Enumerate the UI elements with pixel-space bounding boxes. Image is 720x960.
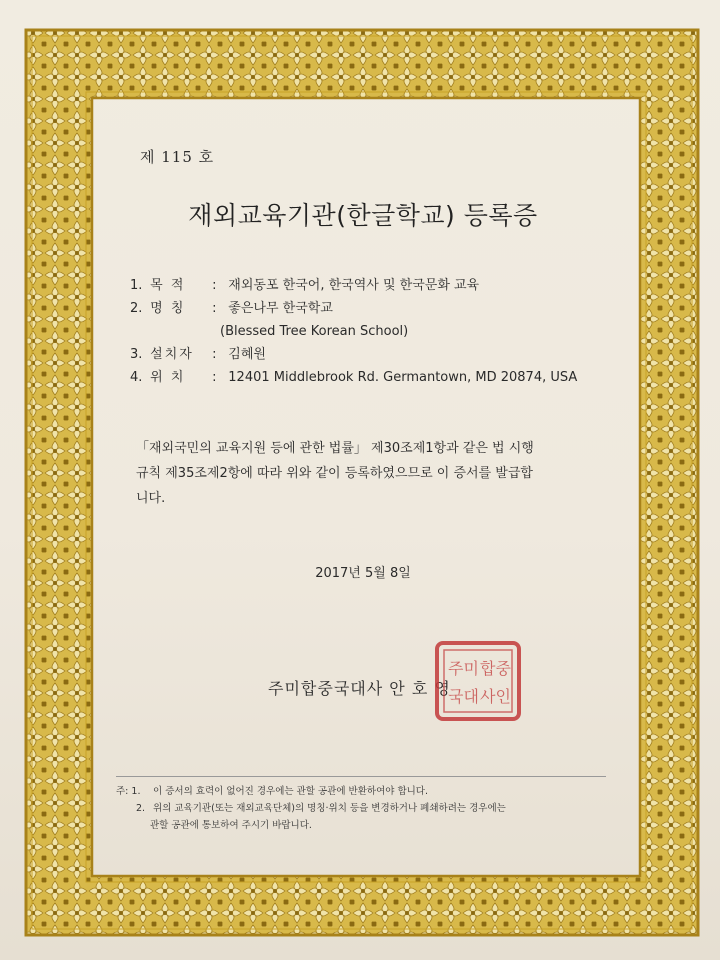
body-line: 니다. <box>136 491 166 506</box>
issuer-name: 주미합중국대사 안 호 영 <box>268 679 451 698</box>
footnote-2-continued: 관할 공관에 통보하여 주시기 바랍니다. <box>150 820 312 831</box>
item-name: 2. 명 칭 : 좋은나무 한국학교 <box>130 301 333 316</box>
seal-glyph: 주미 <box>448 659 479 678</box>
item-founder: 3. 설치자 : 김혜원 <box>130 347 266 362</box>
item-value: 12401 Middlebrook Rd. Germantown, MD 20874, USA <box>228 370 578 385</box>
item-value: 좋은나무 한국학교 <box>228 301 333 316</box>
item-value: (Blessed Tree Korean School) <box>220 324 409 339</box>
footnote-2: 2. 위의 교육기관(또는 재외교육단체)의 명칭·위치 등을 변경하거나 폐쇄하려는 경우에는 <box>136 803 506 814</box>
issue-date: 2017년 5월 8일 <box>315 566 411 581</box>
certificate-items <box>130 274 600 389</box>
certificate-content <box>118 120 608 880</box>
seal-glyph: 국대 <box>448 687 479 706</box>
body-line: 「재외국민의 교육지원 등에 관한 법률」 제30조제1항과 같은 법 시행 <box>136 441 534 456</box>
item-value: 재외동포 한국어, 한국역사 및 한국문화 교육 <box>228 278 480 293</box>
certificate-body <box>136 436 598 511</box>
official-seal-icon <box>434 640 522 722</box>
footnotes <box>116 776 606 834</box>
item-location: 4. 위 치 : 12401 Middlebrook Rd. Germantown, MD 20874, USA <box>130 370 578 385</box>
certificate-title: 재외교육기관(한글학교) 등록증 <box>188 201 538 230</box>
seal-glyph: 합중 <box>480 659 511 678</box>
item-name-english <box>130 320 600 343</box>
item-purpose: 1. 목 적 : 재외동포 한국어, 한국역사 및 한국문화 교육 <box>130 278 480 293</box>
body-line: 규칙 제35조제2항에 따라 위와 같이 등록하였으므로 이 증서를 발급합 <box>136 466 533 481</box>
certificate-number: 제 115 호 <box>140 148 215 166</box>
seal-glyph: 사인 <box>480 687 511 706</box>
footnote-1: 주: 1. 이 증서의 효력이 없어진 경우에는 관할 공관에 반환하여야 합니다. <box>116 786 428 797</box>
item-value: 김혜원 <box>228 347 266 362</box>
